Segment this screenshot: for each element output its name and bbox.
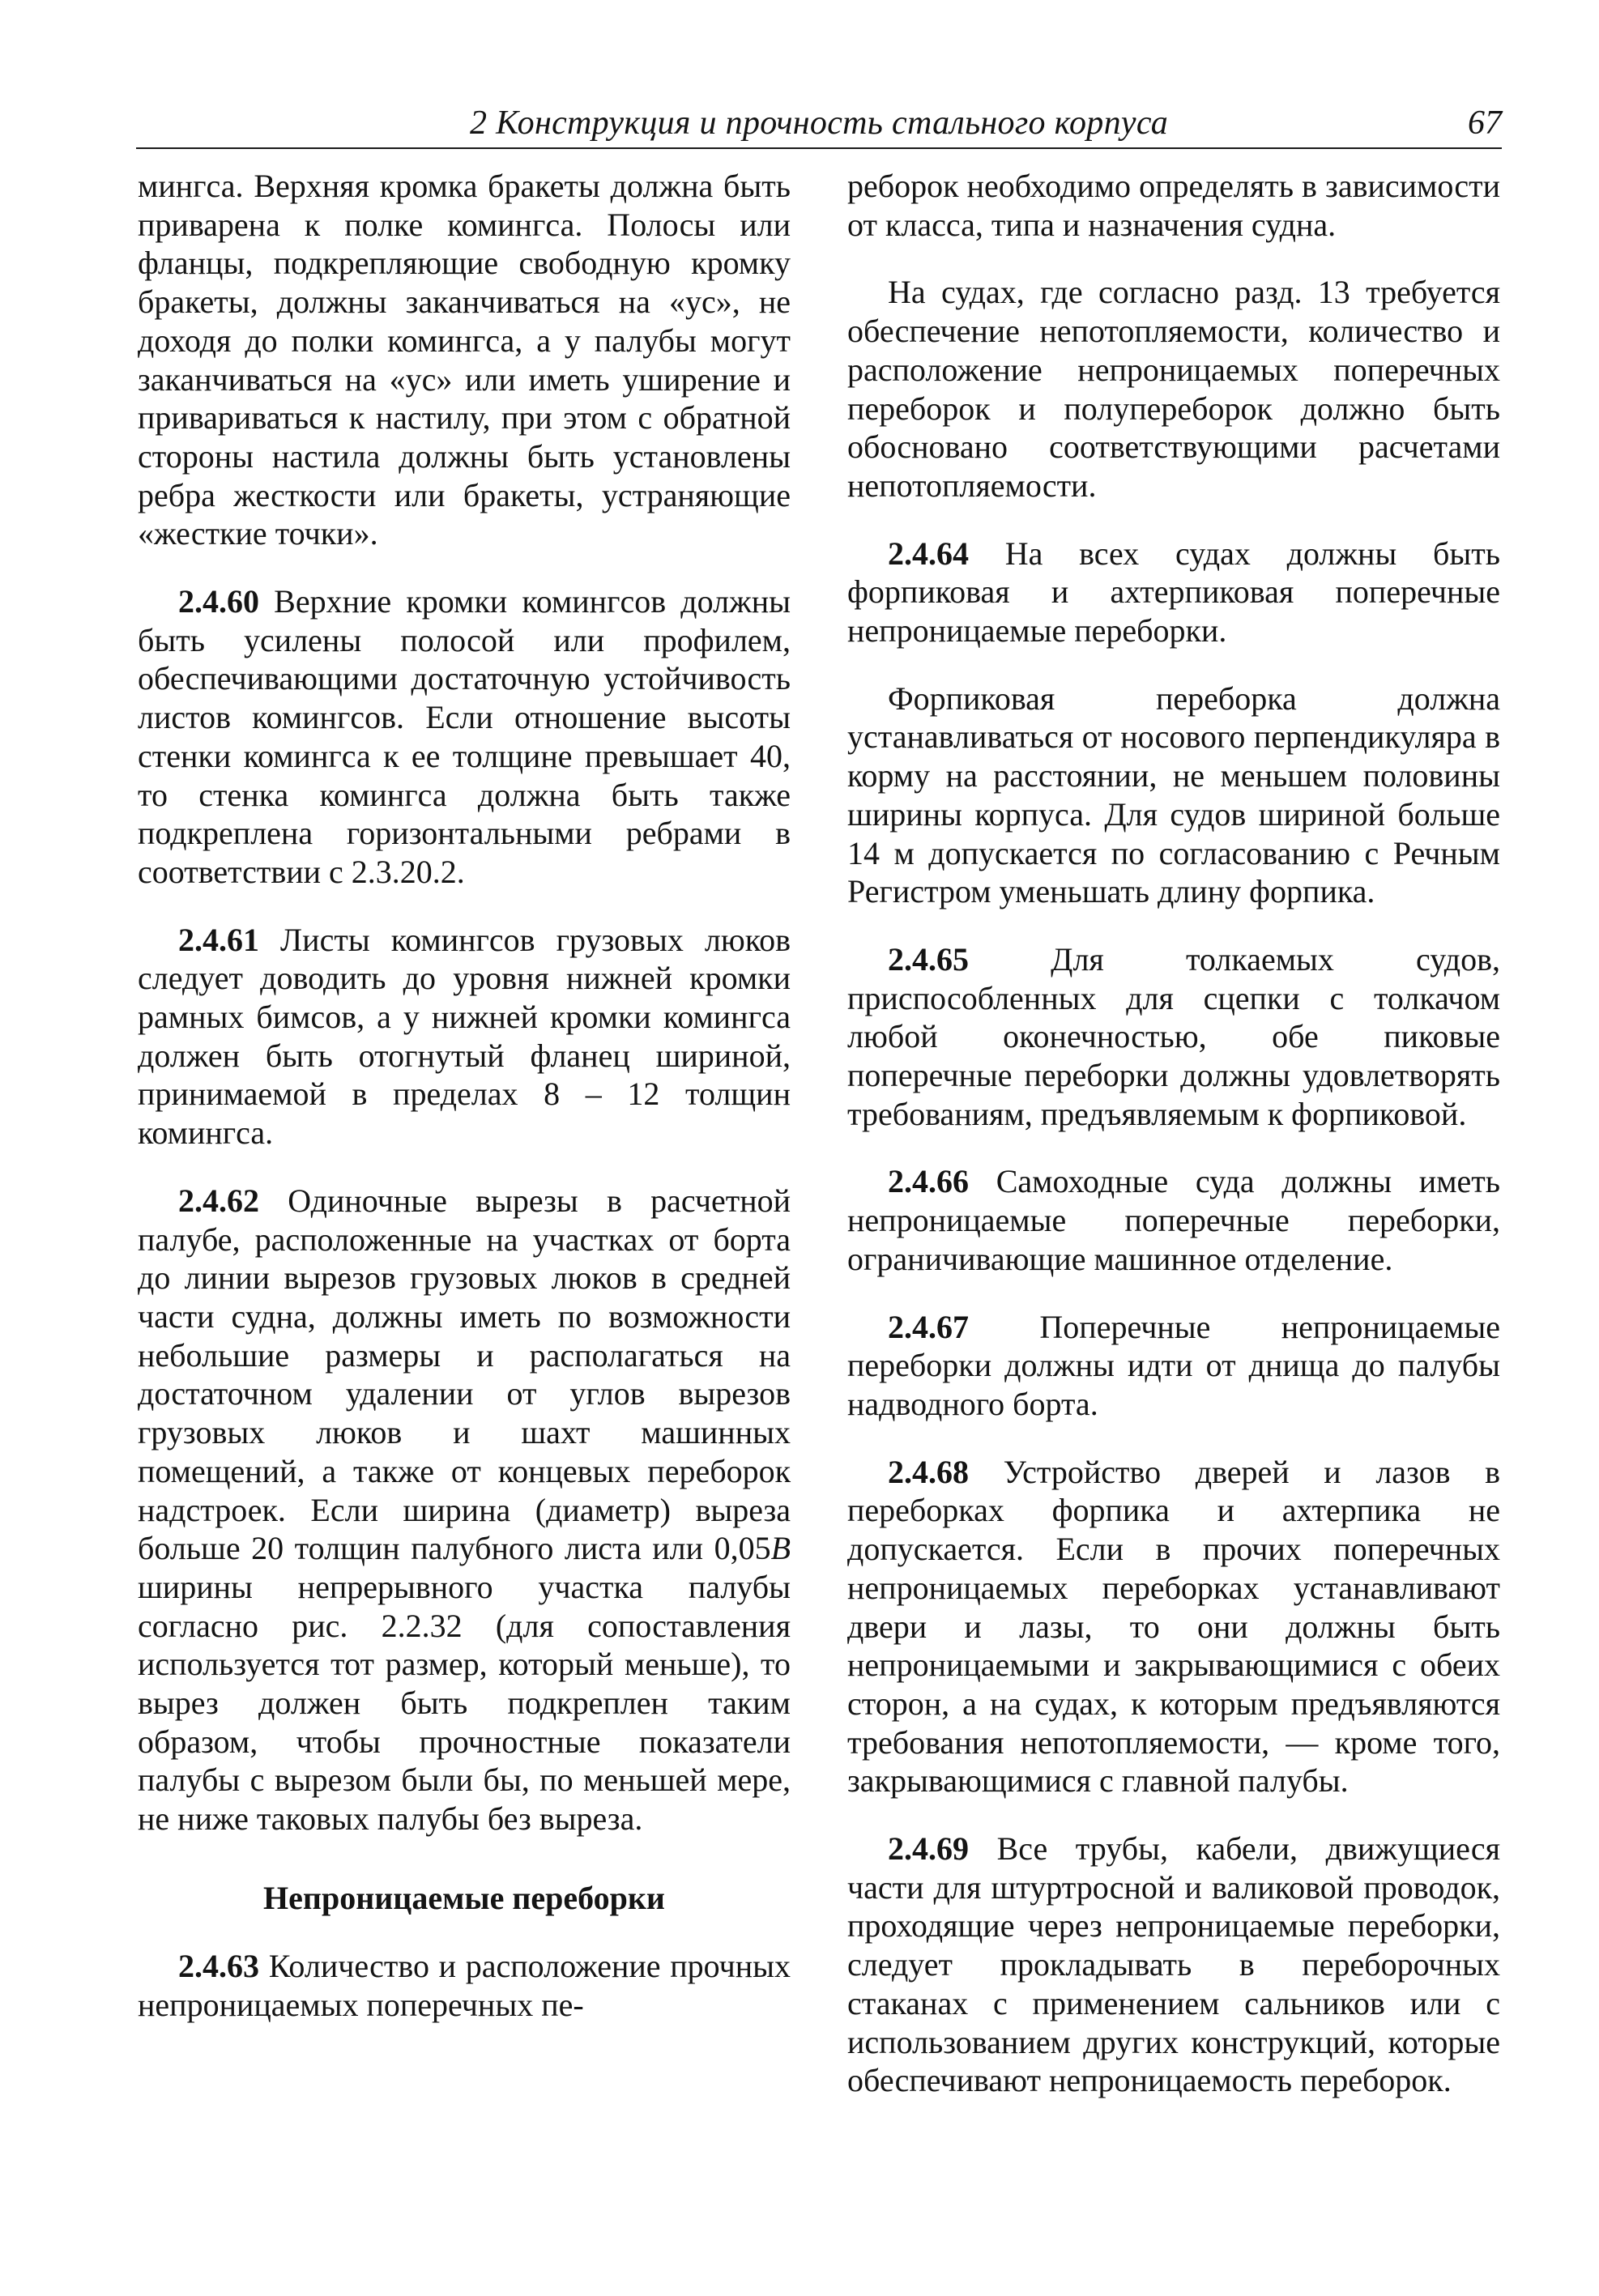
clause-text: Одиночные вырезы в расчетной палубе, расположенные на участках от борта до линии вырезов грузовых люков в средней части судна, должны иметь по возможности небольшие размеры и располагаться на достаточном удалении от углов вырезов грузовых люков и шахт машинных помещений, а также от концевых переборок надстроек. Если ширина (диаметр) выреза больше 20 толщин палубного листа или 0,05 — [138, 1182, 791, 1567]
clause-text-continued: ширины непрерывного участка палубы согласно рис. 2.2.32 (для сопоставления используется тот размер, который меньше), то вырез должен быть подкреплен таким образом, чтобы прочностные показатели палубы с вырезом были бы, по меньшей мере, не ниже таковых палубы без выреза. — [138, 1568, 791, 1838]
left-column — [138, 167, 791, 2053]
clause-text: Самоходные суда должны иметь непроницаемые поперечные переборки, ограничивающие машинное отделение. — [847, 1163, 1500, 1277]
clause-number: 2.4.65 — [888, 940, 969, 978]
clause-text: Листы комингсов грузовых люков следует доводить до уровня нижней кромки рамных бимсов, а у нижней кромки комингса должен быть отогнутый фланец шириной, принимаемой в пределах 8 – 12 толщин комингса. — [138, 921, 791, 1152]
paragraph-continuation: мингса. Верхняя кромка бракеты должна быть приварена к полке комингса. Полосы или фланцы, подкрепляющие свободную кромку бракеты, должны заканчиваться на «ус», не доходя до полки комингса, а у палубы могут заканчиваться на «ус» или иметь уширение и привариваться к настилу, при этом с обратной стороны настила должны быть установлены ребра жесткости или бракеты, устраняющие «жесткие точки». — [138, 168, 791, 552]
clause-number: 2.4.64 — [888, 535, 969, 572]
clause-number: 2.4.66 — [888, 1163, 969, 1200]
right-column — [847, 167, 1500, 2129]
header-title: 2 Конструкция и прочность стального корпуса — [469, 104, 1168, 142]
paragraph-2-4-69 — [847, 1830, 1500, 2100]
clause-number: 2.4.68 — [888, 1453, 969, 1490]
paragraph-2-4-63 — [138, 1947, 791, 2024]
paragraph-forepeak: Форпиковая переборка должна устанавливаться от носового перпендикуляра в корму на расстоянии, не меньшем половины ширины корпуса. Для судов шириной больше 14 м допускается по согласованию с Речным Регистром уменьшать длину форпика. — [847, 679, 1500, 910]
clause-text: Количество и расположение прочных непроницаемых поперечных пе- — [138, 1947, 791, 2023]
paragraph-2-4-62 — [138, 1182, 791, 1838]
paragraph-2-4-61 — [138, 921, 791, 1152]
paragraph-unsinkability: На судах, где согласно разд. 13 требуется обеспечение непотопляемости, количество и расположение непроницаемых поперечных переборок и полупереборок должно быть обосновано соответствующими расчетами непотопляемости. — [847, 274, 1500, 504]
clause-number: 2.4.60 — [178, 583, 259, 620]
paragraph-2-4-64 — [847, 535, 1500, 650]
clause-text: Все трубы, кабели, движущиеся части для штуртросной и валиковой проводок, проходящие через непроницаемые переборки, следует прокладывать в переборочных стаканах с применением сальников или с использованием других конструкций, которые обеспечивают непроницаемость переборок. — [847, 1830, 1500, 2099]
clause-number: 2.4.67 — [888, 1308, 969, 1345]
section-heading: Непроницаемые переборки — [263, 1879, 665, 1916]
page-number: 67 — [1468, 104, 1502, 142]
paragraph-2-4-67 — [847, 1308, 1500, 1424]
paragraph-2-4-65 — [847, 940, 1500, 1134]
paragraph-2-4-66 — [847, 1162, 1500, 1278]
variable-b: B — [770, 1530, 791, 1567]
clause-text: Поперечные непроницаемые переборки должны идти от днища до палубы надводного борта. — [847, 1308, 1500, 1422]
clause-number: 2.4.63 — [178, 1947, 259, 1984]
paragraph-2-4-60 — [138, 582, 791, 892]
paragraph-2-4-68 — [847, 1453, 1500, 1800]
paragraph-2-4-63-continuation: реборок необходимо определять в зависимости от класса, типа и назначения судна. — [847, 168, 1500, 243]
clause-text: Устройство дверей и лазов в переборках форпика и ахтерпика не допускается. Если в прочих поперечных непроницаемых переборках устанавливают двери и лазы, то они должны быть непроницаемыми и закрывающимися с обеих сторон, а на судах, к которым предъявляются требования непотопляемости, — кроме того, закрывающимися с главной палубы. — [847, 1453, 1500, 1800]
running-header — [136, 97, 1502, 149]
clause-number: 2.4.61 — [178, 921, 259, 958]
clause-number: 2.4.62 — [178, 1182, 259, 1219]
clause-number: 2.4.69 — [888, 1830, 969, 1868]
clause-text: Верхние кромки комингсов должны быть усилены полосой или профилем, обеспечивающими достаточную устойчивость листов комингсов. Если отношение высоты стенки комингса к ее толщине превышает 40, то стенка комингса должна быть также подкреплена горизонтальными ребрами в соответствии с 2.3.20.2. — [138, 583, 791, 890]
clause-text: На всех судах должны быть форпиковая и ахтерпиковая поперечные непроницаемые переборки. — [847, 535, 1500, 650]
clause-text: Для толкаемых судов, приспособленных для сцепки с толкачом любой оконечностью, обе пиковые поперечные переборки должны удовлетворять требованиям, предъявляемым к форпиковой. — [847, 940, 1500, 1132]
